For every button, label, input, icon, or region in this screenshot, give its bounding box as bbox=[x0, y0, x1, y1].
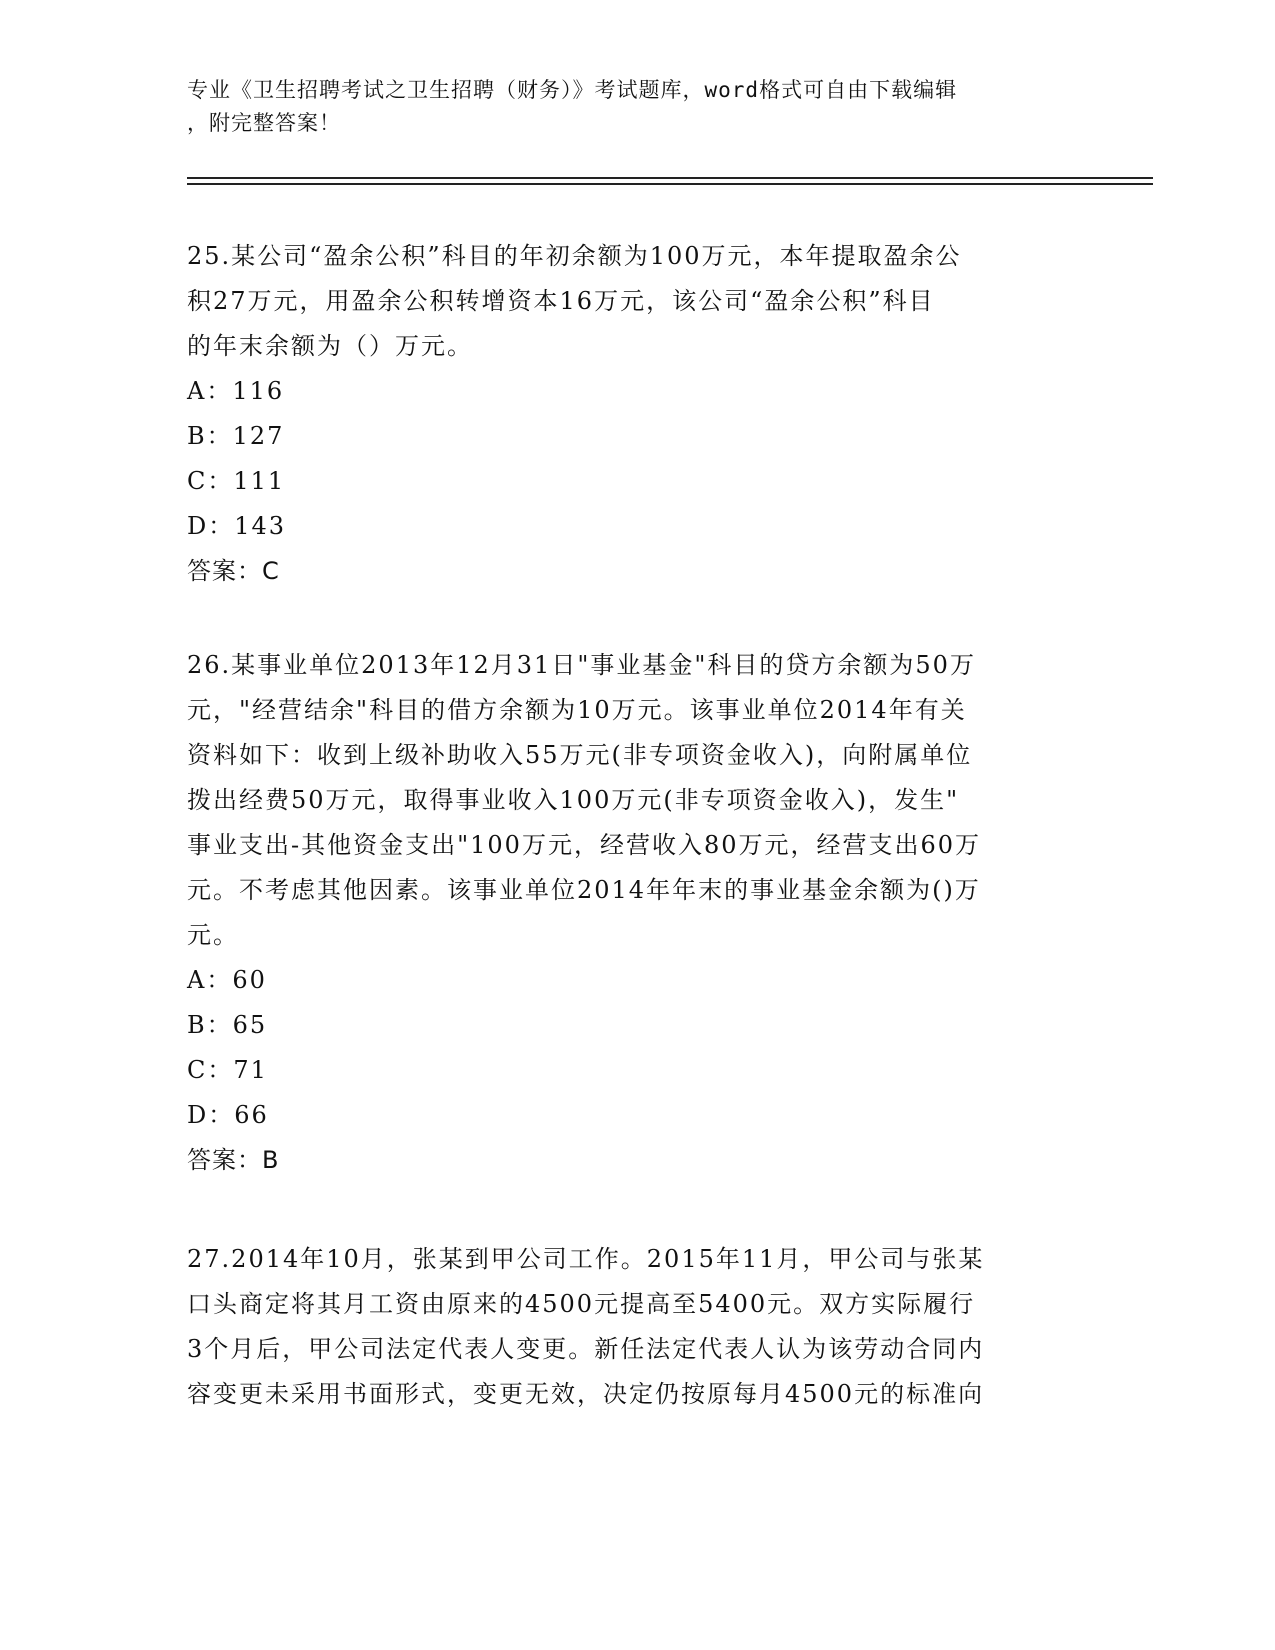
question-text-line: 27.2014年10月，张某到甲公司工作。2015年11月，甲公司与张某 bbox=[187, 1245, 985, 1273]
question-text-line: 事业支出-其他资金支出"100万元，经营收入80万元，经营支出60万 bbox=[187, 831, 982, 859]
header-line-2: ，附完整答案！ bbox=[187, 111, 341, 135]
question-26 bbox=[187, 643, 1087, 1183]
question-text-line: 积27万元，用盈余公积转增资本16万元，该公司“盈余公积”科目 bbox=[187, 287, 935, 315]
answer-line: 答案：C bbox=[187, 557, 280, 585]
question-text-line: 资料如下：收到上级补助收入55万元(非专项资金收入)，向附属单位 bbox=[187, 741, 973, 769]
option-b: B：127 bbox=[187, 422, 285, 450]
question-25 bbox=[187, 234, 1087, 594]
question-text-line: 26.某事业单位2013年12月31日"事业基金"科目的贷方余额为50万 bbox=[187, 651, 976, 679]
document-header bbox=[187, 74, 1067, 140]
option-d: D：66 bbox=[187, 1101, 269, 1129]
question-text-line: 元。不考虑其他因素。该事业单位2014年年末的事业基金余额为()万 bbox=[187, 876, 981, 904]
option-c: C：71 bbox=[187, 1056, 268, 1084]
question-text-line: 元。 bbox=[187, 921, 239, 949]
option-b: B：65 bbox=[187, 1011, 268, 1039]
question-text-line: 容变更未采用书面形式，变更无效，决定仍按原每月4500元的标准向 bbox=[187, 1380, 985, 1408]
question-text-line: 的年末余额为（）万元。 bbox=[187, 332, 473, 360]
option-a: A：60 bbox=[187, 966, 267, 994]
header-divider-bottom bbox=[187, 183, 1153, 185]
question-text-line: 口头商定将其月工资由原来的4500元提高至5400元。双方实际履行 bbox=[187, 1290, 976, 1318]
question-text-line: 3个月后，甲公司法定代表人变更。新任法定代表人认为该劳动合同内 bbox=[187, 1335, 985, 1363]
option-c: C：111 bbox=[187, 467, 286, 495]
header-divider-top bbox=[187, 177, 1153, 179]
header-line-1: 专业《卫生招聘考试之卫生招聘（财务）》考试题库，word格式可自由下载编辑 bbox=[187, 78, 958, 102]
question-text-line: 25.某公司“盈余公积”科目的年初余额为100万元，本年提取盈余公 bbox=[187, 242, 962, 270]
option-a: A：116 bbox=[187, 377, 285, 405]
option-d: D：143 bbox=[187, 512, 287, 540]
answer-line: 答案：B bbox=[187, 1146, 280, 1174]
question-27 bbox=[187, 1237, 1087, 1417]
question-text-line: 拨出经费50万元，取得事业收入100万元(非专项资金收入)，发生" bbox=[187, 786, 960, 814]
question-text-line: 元，"经营结余"科目的借方余额为10万元。该事业单位2014年有关 bbox=[187, 696, 967, 724]
